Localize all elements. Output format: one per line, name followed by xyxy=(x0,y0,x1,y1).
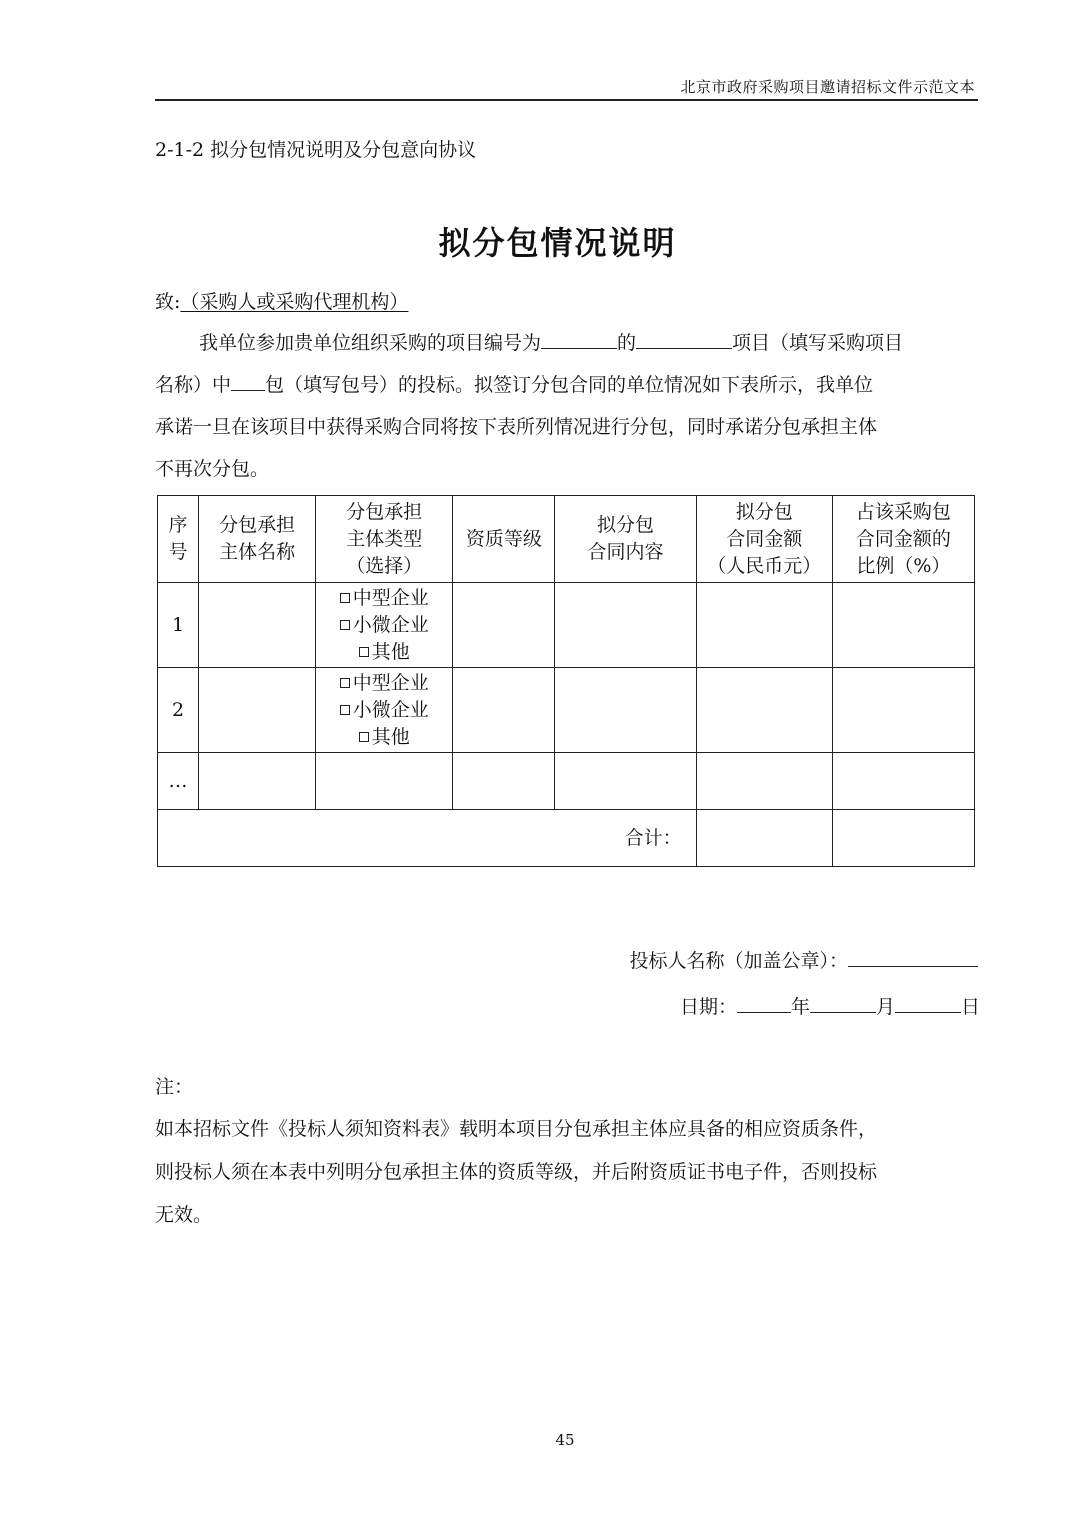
date-line xyxy=(680,992,980,1019)
body-line-1 xyxy=(199,328,903,355)
body-line-1c: 项目（填写采购项目 xyxy=(732,332,904,354)
addressee-recipient: （采购人或采购代理机构） xyxy=(180,291,409,313)
contract-amount-cell[interactable] xyxy=(696,583,832,668)
project-number-blank xyxy=(541,330,617,349)
option-small-micro[interactable]: 小微企业 xyxy=(316,612,452,639)
date-label: 日期： xyxy=(679,996,737,1018)
month-blank[interactable] xyxy=(810,994,876,1013)
option-medium[interactable]: 中型企业 xyxy=(316,585,452,612)
contract-amount-cell[interactable] xyxy=(696,753,832,810)
day-blank[interactable] xyxy=(895,994,961,1013)
header-rule xyxy=(155,99,978,101)
year-label: 年 xyxy=(790,996,810,1018)
qualification-cell[interactable] xyxy=(453,583,555,668)
bidder-signature-line xyxy=(629,946,978,973)
header-contract-amount: 拟分包 合同金额 （人民币元） xyxy=(696,496,832,583)
contract-amount-cell[interactable] xyxy=(696,668,832,753)
month-label: 月 xyxy=(875,996,895,1018)
day-label: 日 xyxy=(960,996,980,1018)
body-line-4: 不再次分包。 xyxy=(155,458,270,480)
bidder-name-blank[interactable] xyxy=(848,948,978,967)
body-line-3: 承诺一旦在该项目中获得采购合同将按下表所列情况进行分包，同时承诺分包承担主体 xyxy=(155,416,878,438)
note-label: 注： xyxy=(155,1076,194,1098)
option-other[interactable]: 其他 xyxy=(316,639,452,666)
entity-name-cell[interactable] xyxy=(199,753,316,810)
checkbox-icon[interactable] xyxy=(340,705,350,715)
body-line-1b: 的 xyxy=(617,332,637,354)
table-row-ellipsis xyxy=(158,753,975,810)
section-heading: 2-1-2 拟分包情况说明及分包意向协议 xyxy=(155,139,477,161)
entity-type-cell xyxy=(316,583,453,668)
note-line-3: 无效。 xyxy=(155,1204,213,1226)
header-qualification: 资质等级 xyxy=(453,496,555,583)
header-ratio: 占该采购包 合同金额的 比例（%） xyxy=(832,496,974,583)
body-line-2b: 包（填写包号）的投标。拟签订分包合同的单位情况如下表所示，我单位 xyxy=(265,374,874,396)
subcontract-table xyxy=(157,495,975,867)
body-line-2a: 名称）中 xyxy=(155,374,232,396)
total-ratio-cell[interactable] xyxy=(832,810,974,867)
checkbox-icon[interactable] xyxy=(359,732,369,742)
checkbox-icon[interactable] xyxy=(340,593,350,603)
header-seq: 序 号 xyxy=(158,496,199,583)
running-header: 北京市政府采购项目邀请招标文件示范文本 xyxy=(680,78,975,96)
option-other[interactable]: 其他 xyxy=(316,724,452,751)
checkbox-icon[interactable] xyxy=(340,620,350,630)
checkbox-icon[interactable] xyxy=(340,678,350,688)
addressee-prefix: 致: xyxy=(155,291,181,313)
qualification-cell[interactable] xyxy=(453,753,555,810)
table-row xyxy=(158,668,975,753)
body-line-2 xyxy=(155,370,873,397)
project-name-blank xyxy=(636,330,732,349)
note-line-1: 如本招标文件《投标人须知资料表》载明本项目分包承担主体应具备的相应资质条件， xyxy=(155,1118,878,1140)
header-contract-content: 拟分包 合同内容 xyxy=(555,496,696,583)
entity-name-cell[interactable] xyxy=(199,583,316,668)
entity-name-cell[interactable] xyxy=(199,668,316,753)
ratio-cell[interactable] xyxy=(832,753,974,810)
addressee-line xyxy=(155,287,408,314)
row-seq: 2 xyxy=(158,668,199,753)
header-entity-name: 分包承担 主体名称 xyxy=(199,496,316,583)
option-medium[interactable]: 中型企业 xyxy=(316,670,452,697)
note-line-2: 则投标人须在本表中列明分包承担主体的资质等级，并后附资质证书电子件，否则投标 xyxy=(155,1161,878,1183)
table-total-row xyxy=(158,810,975,867)
contract-content-cell[interactable] xyxy=(555,753,696,810)
ellipsis-cell: … xyxy=(158,753,199,810)
entity-type-cell xyxy=(316,668,453,753)
page-number: 45 xyxy=(555,1431,575,1449)
table-header-row xyxy=(158,496,975,583)
total-label: 合计： xyxy=(158,810,697,867)
bidder-label: 投标人名称（加盖公章）： xyxy=(629,950,848,972)
contract-content-cell[interactable] xyxy=(555,583,696,668)
option-small-micro[interactable]: 小微企业 xyxy=(316,697,452,724)
table-row xyxy=(158,583,975,668)
header-entity-type: 分包承担 主体类型 （选择） xyxy=(316,496,453,583)
qualification-cell[interactable] xyxy=(453,668,555,753)
checkbox-icon[interactable] xyxy=(359,647,369,657)
ratio-cell[interactable] xyxy=(832,583,974,668)
contract-content-cell[interactable] xyxy=(555,668,696,753)
note-text xyxy=(155,1108,978,1237)
row-seq: 1 xyxy=(158,583,199,668)
total-amount-cell[interactable] xyxy=(696,810,832,867)
entity-type-cell[interactable] xyxy=(316,753,453,810)
ratio-cell[interactable] xyxy=(832,668,974,753)
package-number-blank xyxy=(231,372,265,391)
document-title: 拟分包情况说明 xyxy=(438,224,677,262)
body-line-1a: 我单位参加贵单位组织采购的项目编号为 xyxy=(199,332,542,354)
year-blank[interactable] xyxy=(737,994,791,1013)
